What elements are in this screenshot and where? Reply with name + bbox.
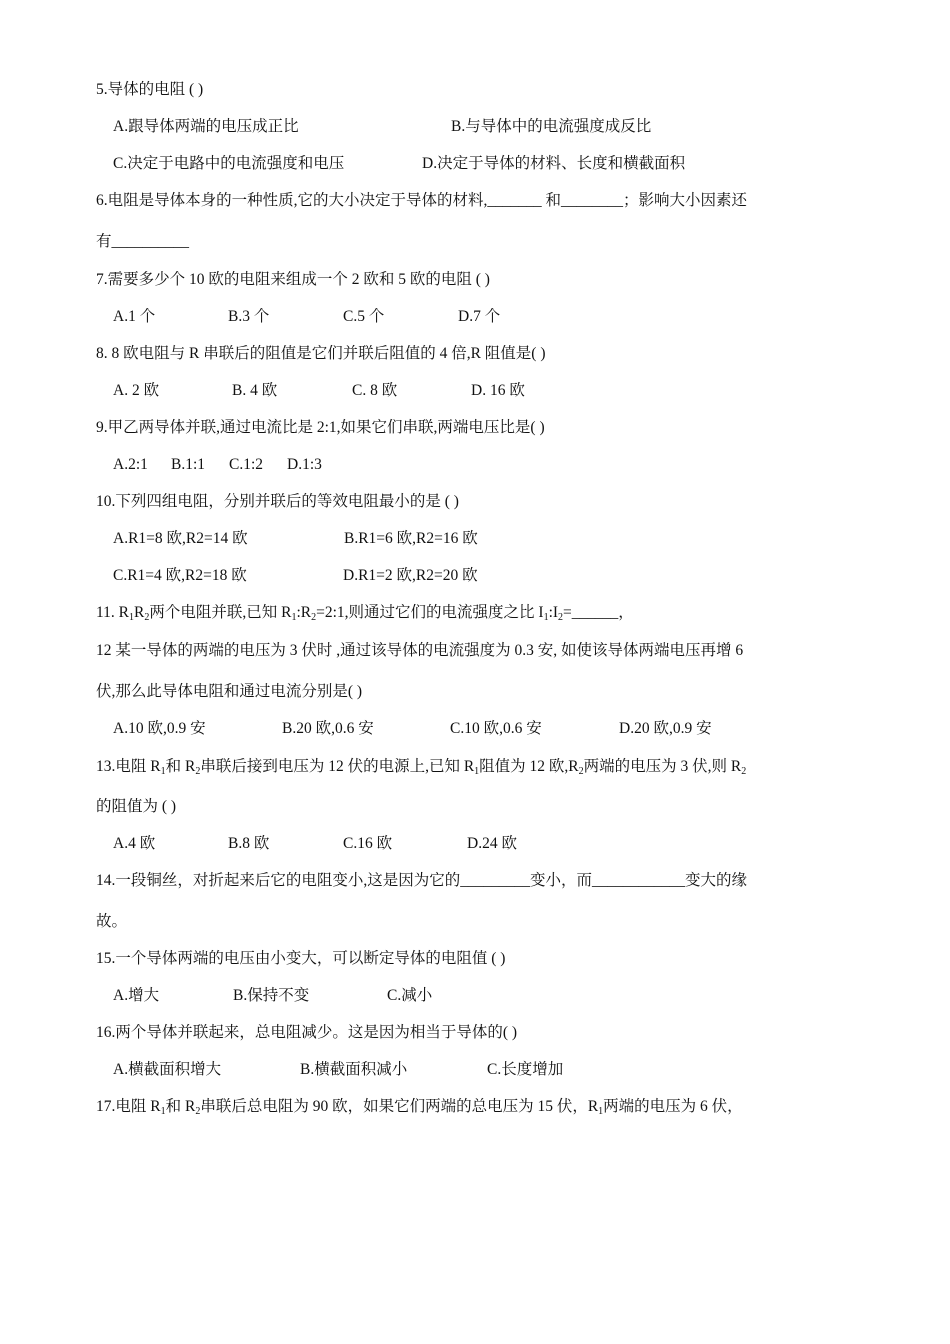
- q9-stem: 9.甲乙两导体并联,通过电流比是 2:1,如果它们串联,两端电压比是( ): [96, 419, 545, 436]
- q8-stem: 8. 8 欧电阻与 R 串联后的阻值是它们并联后阻值的 4 倍,R 阻值是( ): [96, 345, 546, 362]
- q5-option-c: C.决定于电路中的电流强度和电压: [113, 155, 345, 172]
- q7-option-d: D.7 个: [458, 308, 501, 325]
- q9-option-b: B.1:1: [171, 456, 206, 473]
- q16-option-a: A.横截面积增大: [113, 1061, 222, 1078]
- q12-option-b: B.20 欧,0.6 安: [282, 720, 374, 737]
- q12-option-d: D.20 欧,0.9 安: [619, 720, 712, 737]
- q15-option-c: C.减小: [387, 987, 433, 1004]
- q7-option-c: C.5 个: [343, 308, 385, 325]
- q5-stem: 5.导体的电阻 ( ): [96, 81, 204, 98]
- q12-line1: 12 某一导体的两端的电压为 3 伏时 ,通过该导体的电流强度为 0.3 安, 如使该导体两端电压再增 6: [96, 642, 744, 659]
- q8-option-c: C. 8 欧: [352, 382, 398, 399]
- q10-option-a: A.R1=8 欧,R2=14 欧: [113, 530, 248, 547]
- q6-line1: 6.电阻是导体本身的一种性质,它的大小决定于导体的材料,_______ 和________；影响大小因素还: [96, 192, 748, 209]
- q13-option-b: B.8 欧: [228, 835, 270, 852]
- q8-option-a: A. 2 欧: [113, 382, 160, 399]
- q14-line2: 故。: [96, 913, 128, 930]
- q9-option-c: C.1:2: [229, 456, 264, 473]
- q11-stem: 11. $R_1R_2$两个电阻并联,已知 $R_1:R_2=2:1$,则通过它们的电流强度之比 $I_1:I_2=\_\_\_\_\_\_$，: [96, 604, 634, 623]
- q15-option-a: A.增大: [113, 987, 160, 1004]
- q13-line1: 13.电阻 $R_1$和 $R_2$串联后接到电压为 12 伏的电源上,已知 $R_1$阻值为 12 欧$,R_2$两端的电压为 3 伏,则 $R_2$: [96, 758, 747, 777]
- q9-option-d: D.1:3: [287, 456, 322, 473]
- q10-option-d: D.R1=2 欧,R2=20 欧: [343, 567, 478, 584]
- q7-stem: 7.需要多少个 10 欧的电阻来组成一个 2 欧和 5 欧的电阻 ( ): [96, 271, 490, 288]
- q8-option-b: B. 4 欧: [232, 382, 278, 399]
- q16-option-b: B.横截面积减小: [300, 1061, 408, 1078]
- q12-option-c: C.10 欧,0.6 安: [450, 720, 542, 737]
- q13-option-d: D.24 欧: [467, 835, 517, 852]
- q9-option-a: A.2:1: [113, 456, 148, 473]
- q7-option-a: A.1 个: [113, 308, 156, 325]
- q6-line2: 有__________: [96, 233, 190, 250]
- q5-option-b: B.与导体中的电流强度成反比: [451, 118, 652, 135]
- q16-option-c: C.长度增加: [487, 1061, 564, 1078]
- q17-line1: 17.电阻 $R_1$和 $R_2$串联后总电阻为 90 欧，如果它们两端的总电压为 15 伏，$R_1$两端的电压为 6 伏，: [96, 1098, 743, 1117]
- q10-option-c: C.R1=4 欧,R2=18 欧: [113, 567, 247, 584]
- q15-stem: 15.一个导体两端的电压由小变大，可以断定导体的电阻值 ( ): [96, 950, 506, 967]
- q8-option-d: D. 16 欧: [471, 382, 525, 399]
- q12-option-a: A.10 欧,0.9 安: [113, 720, 206, 737]
- q10-stem: 10.下列四组电阻，分别并联后的等效电阻最小的是 ( ): [96, 493, 459, 510]
- q12-line2: 伏,那么此导体电阻和通过电流分别是( ): [96, 683, 363, 700]
- q13-option-c: C.16 欧: [343, 835, 393, 852]
- q15-option-b: B.保持不变: [233, 987, 310, 1004]
- q10-option-b: B.R1=6 欧,R2=16 欧: [344, 530, 478, 547]
- q16-stem: 16.两个导体并联起来，总电阻减少。这是因为相当于导体的( ): [96, 1024, 518, 1041]
- q14-line1: 14.一段铜丝，对折起来后它的电阻变小,这是因为它的_________变小，而____________变大的缘: [96, 872, 748, 889]
- q13-line2: 的阻值为 ( ): [96, 798, 177, 815]
- q5-option-a: A.跟导体两端的电压成正比: [113, 118, 299, 135]
- q7-option-b: B.3 个: [228, 308, 270, 325]
- q5-option-d: D.决定于导体的材料、长度和横截面积: [422, 155, 686, 172]
- q13-option-a: A.4 欧: [113, 835, 156, 852]
